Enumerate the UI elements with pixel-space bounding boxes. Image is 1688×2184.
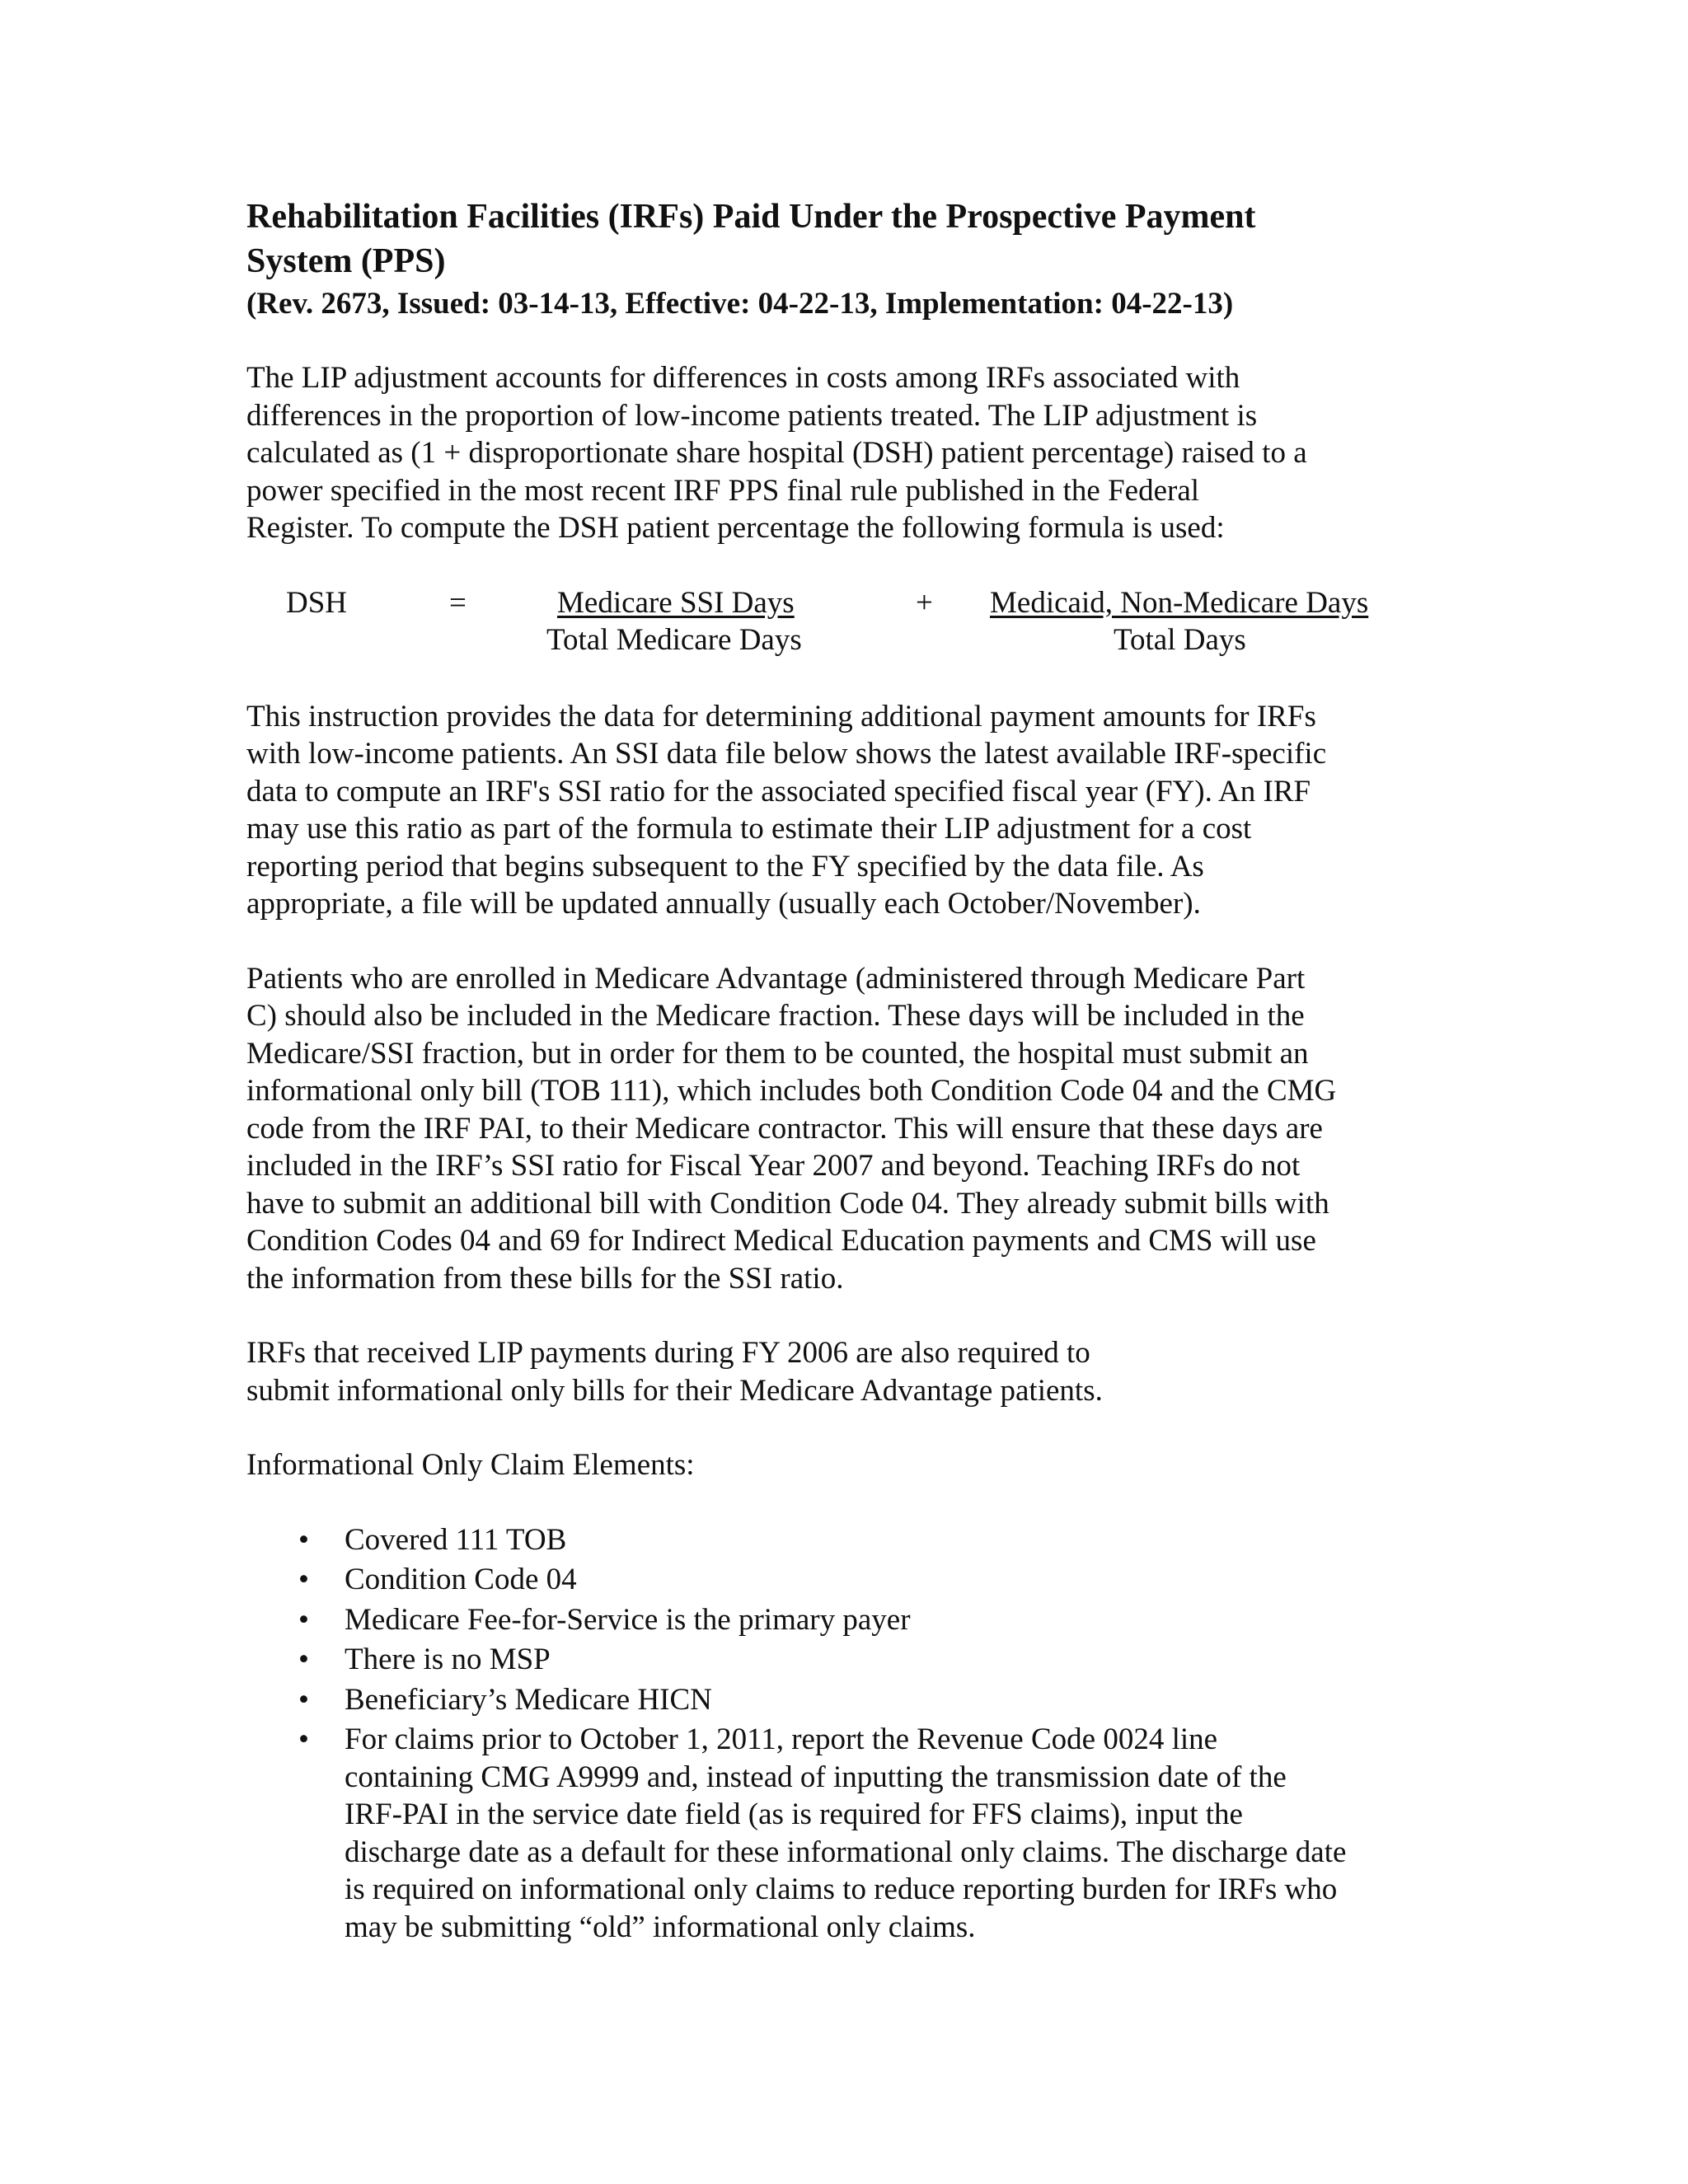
formula-denominator-2: Total Days — [1114, 622, 1246, 657]
text-line: differences in the proportion of low-income patients treated. The LIP adjustment is — [246, 398, 1258, 433]
bullet-icon: • — [298, 1643, 309, 1676]
formula-numerator-2: Medicaid, Non-Medicare Days — [990, 585, 1369, 620]
text-line: have to submit an additional bill with Condition Code 04. They already submit bills with — [246, 1186, 1329, 1221]
list-item — [246, 1601, 1450, 1639]
formula-equals: = — [449, 585, 467, 620]
text-line: may use this ratio as part of the formula to estimate their LIP adjustment for a cost — [246, 812, 1252, 846]
text-line: Beneficiary’s Medicare HICN — [345, 1682, 712, 1717]
text-line: code from the IRF PAI, to their Medicare contractor. This will ensure that these days are — [246, 1111, 1323, 1146]
text-line: data to compute an IRF's SSI ratio for the associated specified fiscal year (FY). An IRF — [246, 774, 1311, 808]
text-line: with low-income patients. An SSI data file below shows the latest available IRF-specific — [246, 737, 1327, 771]
text-line: IRFs that received LIP payments during FY 2006 are also required to — [246, 1336, 1090, 1370]
formula-numerator-1: Medicare SSI Days — [557, 585, 795, 620]
list-item — [246, 1641, 1450, 1679]
bullet-icon: • — [298, 1522, 309, 1557]
dsh-formula — [246, 584, 1450, 660]
bullet-icon: • — [298, 1722, 309, 1756]
formula-lhs: DSH — [286, 585, 348, 620]
text-line: This instruction provides the data for determining additional payment amounts for IRFs — [246, 699, 1316, 733]
text-line: calculated as (1 + disproportionate share hospital (DSH) patient percentage) raised to a — [246, 436, 1307, 470]
text-line: Patients who are enrolled in Medicare Advantage (administered through Medicare Part — [246, 961, 1306, 996]
text-line: The LIP adjustment accounts for differences in costs among IRFs associated with — [246, 361, 1240, 395]
text-line: is required on informational only claims to reduce reporting burden for IRFs who — [345, 1872, 1338, 1906]
text-line: submit informational only bills for their Medicare Advantage patients. — [246, 1373, 1103, 1408]
text-line: discharge date as a default for these informational only claims. The discharge date — [345, 1835, 1347, 1869]
section-heading — [246, 194, 1450, 284]
text-line: Covered 111 TOB — [345, 1522, 567, 1557]
paragraph-medicare-advantage — [246, 960, 1450, 1298]
list-item — [246, 1721, 1450, 1946]
text-line: Condition Code 04 — [345, 1563, 577, 1596]
revision-info: (Rev. 2673, Issued: 03-14-13, Effective: 04-22-13, Implementation: 04-22-13) — [246, 287, 1234, 321]
text-line: Register. To compute the DSH patient percentage the following formula is used: — [246, 511, 1225, 545]
text-line: Medicare/SSI fraction, but in order for them to be counted, the hospital must submit an — [246, 1036, 1309, 1071]
text-line: containing CMG A9999 and, instead of inputting the transmission date of the — [345, 1760, 1287, 1794]
text-line: may be submitting “old” informational only claims. — [345, 1910, 976, 1944]
document-body — [246, 194, 1450, 1948]
bullet-icon: • — [298, 1563, 309, 1596]
formula-plus: + — [916, 585, 933, 620]
paragraph-lip-adjustment — [246, 359, 1450, 547]
text-line: the information from these bills for the SSI ratio. — [246, 1261, 844, 1296]
text-line: There is no MSP — [345, 1643, 551, 1676]
text-line: For claims prior to October 1, 2011, report the Revenue Code 0024 line — [345, 1722, 1218, 1756]
text-line: power specified in the most recent IRF PPS final rule published in the Federal — [246, 473, 1200, 508]
list-item — [246, 1561, 1450, 1599]
heading-line: Rehabilitation Facilities (IRFs) Paid Under the Prospective Payment — [246, 198, 1256, 236]
text-line: informational only bill (TOB 111), which includes both Condition Code 04 and the CMG — [246, 1074, 1337, 1108]
text-line: IRF-PAI in the service date field (as is required for FFS claims), input the — [345, 1797, 1243, 1831]
bullet-icon: • — [298, 1602, 309, 1637]
list-item — [246, 1681, 1450, 1719]
formula-denominator-1: Total Medicare Days — [546, 622, 802, 657]
text-line: C) should also be included in the Medicare fraction. These days will be included in the — [246, 999, 1305, 1033]
text-line: appropriate, a file will be updated annually (usually each October/November). — [246, 887, 1201, 921]
text-line: reporting period that begins subsequent to the FY specified by the data file. As — [246, 849, 1204, 883]
paragraph-lip-payments — [246, 1334, 1450, 1409]
claim-elements-list — [246, 1521, 1450, 1947]
paragraph-ssi-data — [246, 698, 1450, 923]
list-item — [246, 1521, 1450, 1559]
list-intro: Informational Only Claim Elements: — [246, 1448, 695, 1482]
bullet-icon: • — [298, 1682, 309, 1717]
heading-line: System (PPS) — [246, 242, 446, 280]
text-line: Condition Codes 04 and 69 for Indirect Medical Education payments and CMS will use — [246, 1224, 1316, 1258]
text-line: Medicare Fee-for-Service is the primary payer — [345, 1602, 911, 1637]
text-line: included in the IRF’s SSI ratio for Fiscal Year 2007 and beyond. Teaching IRFs do not — [246, 1149, 1301, 1183]
